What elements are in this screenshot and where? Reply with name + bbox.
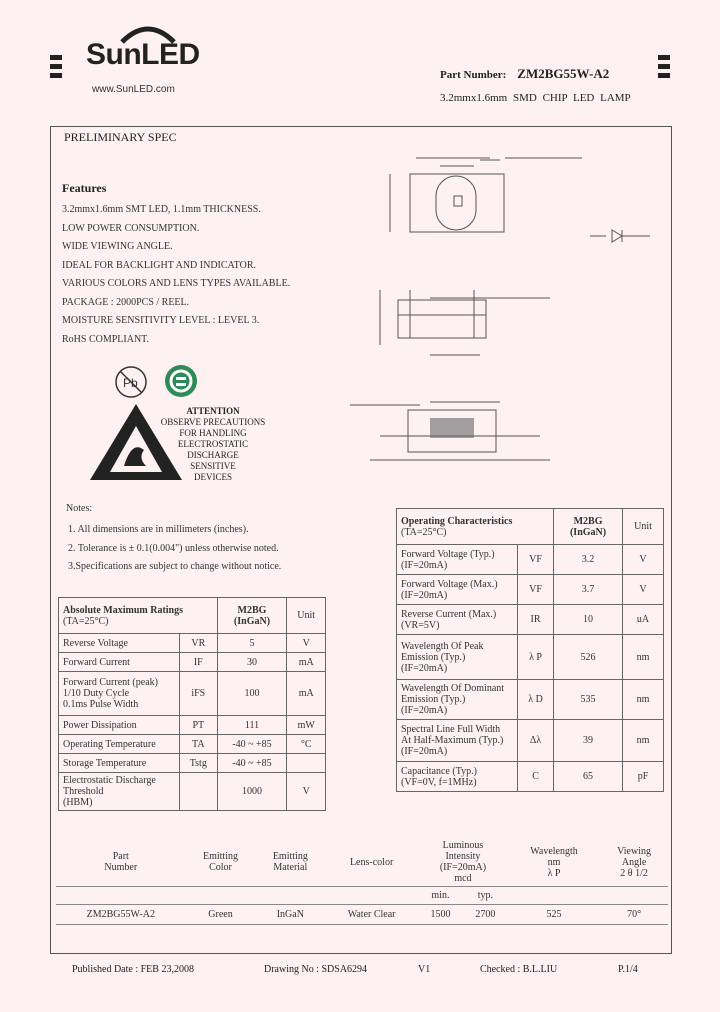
part-table-cell: Water Clear xyxy=(325,905,418,925)
part-table-sub xyxy=(600,887,668,905)
package-dimension-drawing xyxy=(350,140,670,470)
attention-line: DISCHARGE xyxy=(187,450,239,460)
part-table-header: Emitting Material xyxy=(255,838,325,887)
table-row xyxy=(59,653,326,672)
logo: SunLED xyxy=(86,38,200,71)
part-table-header: Wavelength nm λ P xyxy=(508,838,600,887)
table-row xyxy=(59,672,326,716)
symbol-cell: IF xyxy=(180,653,218,672)
part-table-cell: 70° xyxy=(600,905,668,925)
param-cell: Forward Voltage (Max.) (IF=20mA) xyxy=(397,575,518,605)
unit-cell: pF xyxy=(623,762,664,792)
feature-item: 3.2mmx1.6mm SMT LED, 1.1mm THICKNESS. xyxy=(62,204,261,215)
table-row xyxy=(397,545,664,575)
param-cell: Forward Voltage (Typ.) (IF=20mA) xyxy=(397,545,518,575)
part-table-sub xyxy=(186,887,256,905)
value-cell: -40 ~ +85 xyxy=(217,754,287,773)
part-table-cell: InGaN xyxy=(255,905,325,925)
published-date: Published Date : FEB 23,2008 xyxy=(72,964,194,975)
right-marker-bars xyxy=(658,55,670,82)
table-row xyxy=(59,634,326,653)
table-row xyxy=(397,575,664,605)
param-cell: Forward Current (peak) 1/10 Duty Cycle 0.1ms Pulse Width xyxy=(59,672,180,716)
attention-line: ELECTROSTATIC xyxy=(177,439,249,449)
unit-cell: uA xyxy=(623,605,664,635)
symbol-cell xyxy=(180,773,218,811)
part-table-sub xyxy=(255,887,325,905)
unit-cell: mA xyxy=(287,653,326,672)
param-cell: Electrostatic Discharge Threshold (HBM) xyxy=(59,773,180,811)
param-cell: Reverse Voltage xyxy=(59,634,180,653)
attention-text xyxy=(158,406,268,483)
part-table-sub: typ. xyxy=(463,887,508,905)
symbol-cell: VR xyxy=(180,634,218,653)
unit-cell: mW xyxy=(287,716,326,735)
unit-cell xyxy=(287,754,326,773)
value-cell: -40 ~ +85 xyxy=(217,735,287,754)
value-cell: 39 xyxy=(554,720,623,762)
feature-item: WIDE VIEWING ANGLE. xyxy=(62,241,173,252)
pb-free-icon xyxy=(113,364,149,400)
table-row xyxy=(59,754,326,773)
unit-cell: V xyxy=(287,773,326,811)
drawing-number: Drawing No : SDSA6294 xyxy=(264,964,368,975)
part-table-sub: min. xyxy=(418,887,463,905)
part-table-header: Luminous Intensity (IF=20mA) mcd xyxy=(418,838,508,887)
value-cell: 535 xyxy=(554,680,623,720)
value-cell: 100 xyxy=(217,672,287,716)
unit-cell: V xyxy=(623,575,664,605)
rohs-recycle-icon xyxy=(162,362,200,400)
features-title: Features xyxy=(62,181,107,195)
notes-title: Notes: xyxy=(66,503,93,514)
absolute-max-ratings-table: Absolute Maximum Ratings (TA=25°C) M2BG (InGaN) Unit Reverse Voltage VR 5 V Forward Current IF 30 mA Forward Current (peak) 1/10 Duty Cycle 0.1ms Pulse Width iFS 100 mA Power Dissipation PT 111 mW Operating Temperature TA -40 ~ +85 °C Storage Temperature Tstg -40 ~ +85 Electrostatic Discharge Threshold (HBM) 1000 V xyxy=(58,597,326,811)
param-cell: Capacitance (Typ.) (VF=0V, f=1MHz) xyxy=(397,762,518,792)
table-row xyxy=(397,762,664,792)
part-table-cell: 525 xyxy=(508,905,600,925)
attention-line: OBSERVE PRECAUTIONS xyxy=(160,417,266,427)
symbol-cell: TA xyxy=(180,735,218,754)
param-cell: Spectral Line Full Width At Half-Maximum (Typ.) (IF=20mA) xyxy=(397,720,518,762)
spec-title: PRELIMINARY SPEC xyxy=(64,130,177,144)
symbol-cell: VF xyxy=(518,575,554,605)
part-table-header: Part Number xyxy=(56,838,186,887)
unit-cell: V xyxy=(287,634,326,653)
note-item: 3.Specifications are subject to change without notice. xyxy=(68,561,282,572)
unit-cell: V xyxy=(623,545,664,575)
part-table-cell: 2700 xyxy=(463,905,508,925)
value-cell: 111 xyxy=(217,716,287,735)
table-row xyxy=(397,720,664,762)
table-row xyxy=(59,735,326,754)
value-cell: 65 xyxy=(554,762,623,792)
notes-list xyxy=(68,521,281,577)
attention-line: FOR HANDLING xyxy=(179,428,247,438)
part-selection-table xyxy=(56,838,668,925)
feature-item: IDEAL FOR BACKLIGHT AND INDICATOR. xyxy=(62,259,256,271)
note-item: 1. All dimensions are in millimeters (inches). xyxy=(68,524,249,535)
value-cell: 3.7 xyxy=(554,575,623,605)
attention-line: ATTENTION xyxy=(186,406,240,416)
table-row xyxy=(397,605,664,635)
attention-line: SENSITIVE xyxy=(190,461,236,471)
part-table-cell: Green xyxy=(186,905,256,925)
part-table-sub xyxy=(325,887,418,905)
part-table-cell: ZM2BG55W-A2 xyxy=(56,905,186,925)
part-table-sub xyxy=(508,887,600,905)
value-cell: 30 xyxy=(217,653,287,672)
symbol-cell: VF xyxy=(518,545,554,575)
unit-cell: nm xyxy=(623,720,664,762)
param-cell: Operating Temperature xyxy=(59,735,180,754)
unit-cell: nm xyxy=(623,680,664,720)
checked-by: Checked : B.L.LIU xyxy=(480,964,558,975)
symbol-cell: Δλ xyxy=(518,720,554,762)
param-cell: Storage Temperature xyxy=(59,754,180,773)
symbol-cell: PT xyxy=(180,716,218,735)
symbol-cell: iFS xyxy=(180,672,218,716)
symbol-cell: λ D xyxy=(518,680,554,720)
symbol-cell: IR xyxy=(518,605,554,635)
table-row xyxy=(397,680,664,720)
param-cell: Wavelength Of Peak Emission (Typ.) (IF=20mA) xyxy=(397,635,518,680)
param-cell: Reverse Current (Max.) (VR=5V) xyxy=(397,605,518,635)
feature-item: MOISTURE SENSITIVITY LEVEL : LEVEL 3. xyxy=(62,315,260,326)
value-cell: 526 xyxy=(554,635,623,680)
value-cell: 1000 xyxy=(217,773,287,811)
pb-label: Pb xyxy=(123,376,138,390)
part-number-header: Part Number: ZM2BG55W-A2 xyxy=(440,66,610,81)
unit-cell: mA xyxy=(287,672,326,716)
table-row xyxy=(59,716,326,735)
website-url: www.SunLED.com xyxy=(92,84,175,95)
part-table-sub xyxy=(56,887,186,905)
symbol-cell: C xyxy=(518,762,554,792)
features-list xyxy=(62,204,290,352)
param-cell: Power Dissipation xyxy=(59,716,180,735)
attention-line: DEVICES xyxy=(194,472,232,482)
unit-cell: nm xyxy=(623,635,664,680)
symbol-cell: λ P xyxy=(518,635,554,680)
value-cell: 5 xyxy=(217,634,287,653)
part-table-header: Emitting Color xyxy=(186,838,256,887)
part-table-header: Lens-color xyxy=(325,838,418,887)
feature-item: PACKAGE : 2000PCS / REEL. xyxy=(62,296,190,308)
version: V1 xyxy=(418,964,431,975)
feature-item: LOW POWER CONSUMPTION. xyxy=(62,222,200,234)
unit-cell: °C xyxy=(287,735,326,754)
page-number: P.1/4 xyxy=(618,964,638,975)
symbol-cell: Tstg xyxy=(180,754,218,773)
param-cell: Wavelength Of Dominant Emission (Typ.) (IF=20mA) xyxy=(397,680,518,720)
table-row xyxy=(397,635,664,680)
feature-item: VARIOUS COLORS AND LENS TYPES AVAILABLE. xyxy=(62,278,291,289)
feature-item: RoHS COMPLIANT. xyxy=(62,333,150,345)
table-row xyxy=(59,773,326,811)
param-cell: Forward Current xyxy=(59,653,180,672)
product-description: 3.2mmx1.6mm SMD CHIP LED LAMP xyxy=(440,92,631,104)
left-marker-bars xyxy=(50,55,62,82)
value-cell: 3.2 xyxy=(554,545,623,575)
note-item: 2. Tolerance is ± 0.1(0.004") unless otherwise noted. xyxy=(68,542,279,554)
operating-characteristics-table: Operating Characteristics (TA=25°C) M2BG (InGaN) Unit Forward Voltage (Typ.) (IF=20mA) VF 3.2 V Forward Voltage (Max.) (IF=20mA) VF 3.7 V Reverse Current (Max.) (VR=5V) IR 10 uA Wavelength Of Peak Emission (Typ.) (IF=20mA) λ P 526 nm Wavelength Of Dominant Emission (Typ.) (IF=20mA) λ D 535 nm Spectral Line Full Width At Half-Maximum (Typ.) (IF=20mA) Δλ 39 nm Capacitance (Typ.) (VF=0V, f=1MHz) C 65 pF xyxy=(396,508,664,792)
part-table-cell: 1500 xyxy=(418,905,463,925)
part-table-header: Viewing Angle 2 θ 1/2 xyxy=(600,838,668,887)
value-cell: 10 xyxy=(554,605,623,635)
